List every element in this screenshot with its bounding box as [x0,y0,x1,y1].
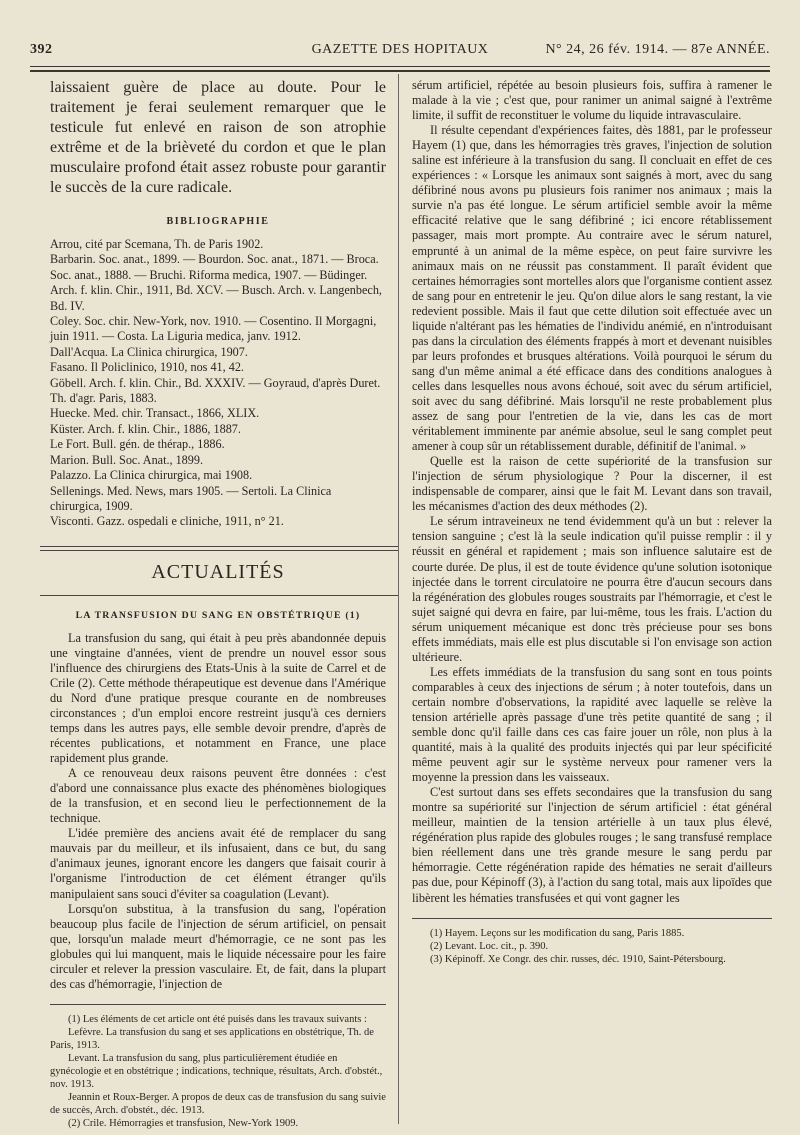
footnotes-right [412,927,772,966]
paragraph: Lorsqu'on substitua, à la transfusion du sang, l'opération beaucoup plus facile de l'injection de sérum artificiel, on pensait que, lorsqu'un malade meurt d'hémorragie, ce ne sont pas les globules qui lui manquent, mais le liquide nécessaire pour les faire circuler et relever la pression vasculaire. Et, de fait, dans la plupart des cas d'hémorragie, l'injection de [50,901,386,991]
bibliography-entry: Marion. Bull. Soc. Anat., 1899. [50,452,204,467]
paragraph: L'idée première des anciens avait été de remplacer du sang mauvais par du meilleur, et ils infusaient, dans ce but, du sang d'animaux jeunes, ignorant encore les dangers que faisait courir à l'organisme l'introduction de cet élément étranger qu'ils manipulaient sans souci d'éviter sa coagulation (Levant). [50,826,386,901]
bibliography-entry: Arrou, cité par Scemana, Th. de Paris 1902. [50,237,264,251]
lead-paragraph: laissaient guère de place au doute. Pour le traitement je ferai seulement remarquer que le testicule fut enlevé en raison de son atrophie extrême et de la brièveté du cordon et que le plan musculaire profond était assez robuste pour garantir le succès de la cure radicale. [50,79,386,196]
bibliography-heading: BIBLIOGRAPHIE [166,216,270,227]
footnote: Lefèvre. La transfusion du sang et ses applications en obstétrique, Th. de Paris, 1913. [50,1026,374,1051]
section-rule [40,550,398,551]
footnote-rule [50,1004,386,1005]
footnotes-left [50,1013,386,1130]
footnote: (2) Crile. Hémorragies et transfusion, New-York 1909. [68,1117,299,1129]
page-number: 392 [30,42,53,57]
bibliography-entry: Fasano. Il Policlinico, 1910, nos 41, 42. [50,360,244,375]
bibliography-entry: Küster. Arch. f. klin. Chir., 1886, 1887. [50,421,241,436]
bibliography-entry: Coley. Soc. chir. New-York, nov. 1910. — Cosentino. Il Morgagni, juin 1911. — Costa. La Liguria medica, janv. 1912. [50,314,377,344]
footnote: Levant. La transfusion du sang, plus particulièrement étudiée en gynécologie et en obstétrique ; indications, technique, résultats, Arch. d'obstét., nov. 1913. [50,1052,383,1090]
bibliography-entry: Dall'Acqua. La Clinica chirurgica, 1907. [50,344,248,359]
running-header [30,42,770,62]
footnote-rule [412,918,772,919]
footnote: (1) Hayem. Leçons sur les modification du sang, Paris 1885. [430,927,685,939]
section-title: ACTUALITÉS [151,560,285,583]
footnote: (1) Les éléments de cet article ont été puisés dans les travaux suivants : [68,1013,367,1025]
bibliography-entry: Barbarin. Soc. anat., 1899. — Bourdon. Soc. anat., 1871. — Broca. Soc. anat., 1888. — Bruchi. Riforma medica, 1907. — Büdinger. Arch. f. klin. Chir., 1911, Bd. XCV. — Busch. Arch. v. Langenbech, Bd. IV. [50,252,382,313]
paragraph: Il résulte cependant d'expériences faites, dès 1881, par le professeur Hayem (1) que, dans les hémorragies très graves, l'injection de solution saline est inférieure à la transfusion du sang. Il concluait en effet de ces expériences : « Lorsque les animaux sont saignés à mort, avec du sang défibriné nous avons pu plusieurs fois ranimer nos animaux ; mais la survie n'a pas été longue. Le sérum artificiel semble avoir la même efficacité relative que le sang défibriné ; ici encore rétablissement passager, mais mort prompte. Au contraire avec le sérum naturel, emprunté à un animal de la même espèce, on peut faire survivre les animaux mais on ne réussit pas constamment. Il paraît évident que certaines hémorragies sont mortelles alors que l'organisme contient assez de sang pour en entretenir le jeu. Qu'on dilue alors le sang restant, la vie redevient possible. Mais il faut que cette dilution soit effectuée avec un liquide n'altérant pas les hématies de l'individu anémié, en n'introduisant pas dans la circulation des éléments frappés à mort et devenant nuisibles par leurs profondes et brusques altérations. Voilà pourquoi le sérum du sang d'un même animal a été efficace dans des conditions analogues à celles dans lesquelles nous avons échoué, soit avec du sérum artificiel, soit avec du sang défibriné. Mais lorsqu'il ne reste probablement plus assez de sang pour l'entretien de la vie, dans les cas de mort véritablement imminente par anémie absolue, seul le sang complet peut amener à coup sûr un rétablissement durable, définitif de l'animal. » [412,123,772,454]
bibliography-entry: Palazzo. La Clinica chirurgica, mai 1908. [50,468,253,483]
paragraph: Quelle est la raison de cette supériorité de la transfusion sur l'injection de sérum physiologique ? Pour la discerner, il est indispensable de comparer, ainsi que le fait M. Levant dans son travail, les mécanismes d'action des deux méthodes (2). [412,454,772,514]
section-rule [40,546,398,547]
paragraph: C'est surtout dans ses effets secondaires que la transfusion du sang montre sa supériorité sur l'injection de sérum artificiel : état général meilleur, maintien de la tension artérielle à un taux plus élevé, régénération plus rapide des globules rouges ; le sang transfusé remplace bien réellement dans une très grande mesure le sang perdu par hémorragie. Cette régénération rapide des hématies ne serait d'ailleurs pas due, pour Képinoff (3), à l'action du sang total, mais aux lipoïdes que libèrent les hématies transfusées et qui vont gagner les [412,785,772,905]
bibliography-entry: Göbell. Arch. f. klin. Chir., Bd. XXXIV. — Goyraud, d'après Duret. Th. d'agr. Paris, 1883. [50,375,381,406]
section-rule [40,595,398,596]
header-rule-thick [30,70,770,72]
footnote: (2) Levant. Loc. cit., p. 390. [430,940,549,952]
issue-date: N° 24, 26 fév. 1914. — 87e ANNÉE. [545,42,770,57]
paragraph: sérum artificiel, répétée au besoin plusieurs fois, suffira à ramener le malade à la vie ; c'est que, pour ranimer un animal saigné à l'extrême limite, il suffit de reconstituer le volume du liquide intravasculaire. [412,78,772,123]
paragraph: Le sérum intraveineux ne tend évidemment qu'à un but : relever la tension sanguine ; c'est là la seule indication qu'il puisse remplir : il y réussit en général et rapidement ; mais son influence salutaire est de courte durée. De plus, il est de toute évidence qu'une solution isotonique injectée dans le torrent circulatoire ne pourra être d'aucun secours dans la régénération des globules rouges soustraits par l'hémorragie, et c'est le sujet saigné qui devra en faire, par lui-même, tous les frais. L'action du sérum uniquement mécanique est donc très précieuse pour ses bons effets immédiats, mais elle est plus discutable si l'on envisage son action ultérieure. [412,514,772,664]
bibliography-list [50,237,386,530]
paragraph: A ce renouveau deux raisons peuvent être données : c'est d'abord une connaissance plus exacte des phénomènes biologiques de la transfusion, et en second lieu le perfectionnement de la technique. [50,766,386,826]
article-title: LA TRANSFUSION DU SANG EN OBSTÉTRIQUE (1) [75,609,361,621]
bibliography-entry: Le Fort. Bull. gén. de thérap., 1886. [50,437,225,452]
paragraph: Les effets immédiats de la transfusion du sang sont en tous points comparables à ceux des injections de sérum ; à noter toutefois, dans un certain nombre d'observations, la rapidité avec laquelle se relève la tension artérielle après passage d'une très petite quantité de sang ; il semble donc qu'il faille dans ces cas faire jouer un rôle, non plus à la quantité, mais à la qualité des produits injectés qui par leur spécificité même peuvent agir sur le système nerveux pour ramener vers la moyenne la pression dans les vaisseaux. [412,664,772,785]
column-divider [398,74,399,1124]
footnote: Jeannin et Roux-Berger. A propos de deux cas de transfusion du sang suivie de succès, Arch. d'obstét., déc. 1913. [50,1091,386,1116]
bibliography-entry: Visconti. Gazz. ospedali e cliniche, 1911, n° 21. [50,514,284,529]
article-body-right [412,78,772,906]
right-column [412,78,772,966]
footnote: (3) Képinoff. Xe Congr. des chir. russes, déc. 1910, Saint-Pétersbourg. [430,953,726,965]
journal-title: GAZETTE DES HOPITAUX [311,42,489,57]
left-column [50,78,386,1130]
article-body-left [50,631,386,992]
paragraph: La transfusion du sang, qui était à peu près abandonnée depuis une vingtaine d'années, vient de prendre un nouvel essor sous l'influence des chirurgiens des Etats-Unis à la suite de Carrel et de Crile (2). Cette méthode thérapeutique est devenue dans l'Amérique du Nord d'une pratique presque courante en de nombreuses circonstances ; d'un emploi encore restreint jusqu'à ces derniers temps dans les autres pays, elle semble devoir prendre, d'après de récentes publications, et notamment en France, une place rapidement plus grande. [50,630,386,766]
bibliography-entry: Sellenings. Med. News, mars 1905. — Sertoli. La Clinica chirurgica, 1909. [50,483,332,513]
header-rule [30,66,770,67]
bibliography-entry: Huecke. Med. chir. Transact., 1866, XLIX. [50,406,260,421]
